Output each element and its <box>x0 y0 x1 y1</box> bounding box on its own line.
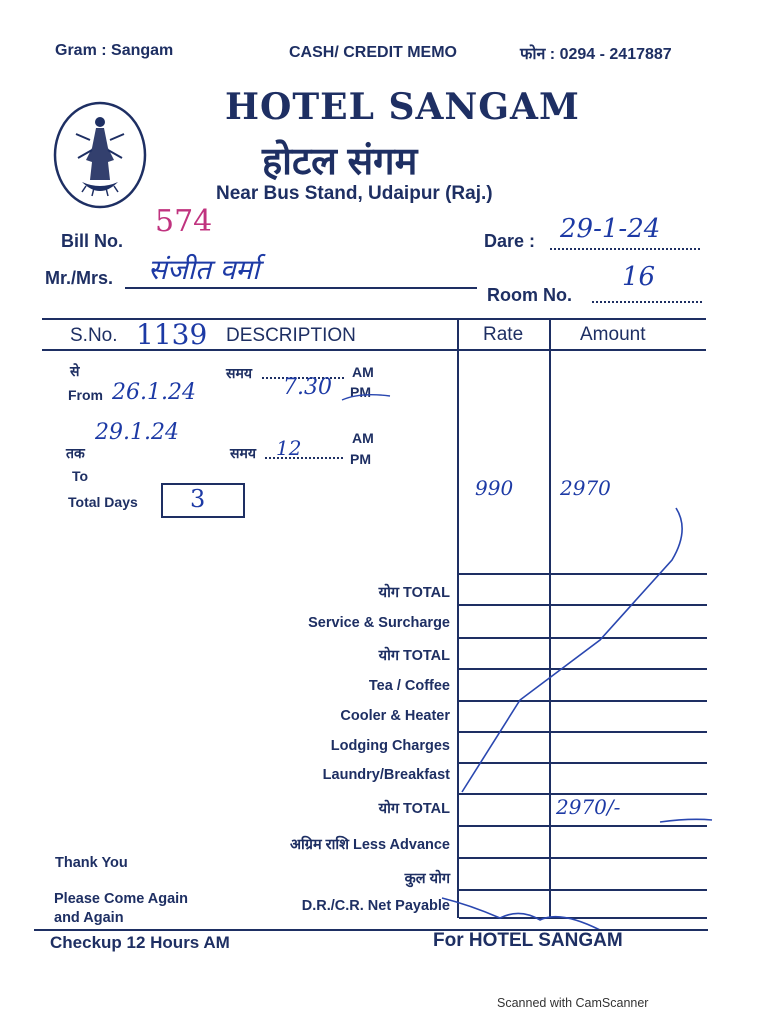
bill-no-label: Bill No. <box>61 231 123 251</box>
to-label-hindi: तक <box>66 445 85 461</box>
date-label: Dare : <box>484 231 536 251</box>
room-label: Room No. <box>487 285 572 305</box>
gram-label: Gram : Sangam <box>55 42 174 59</box>
to-time: 12 <box>276 436 302 460</box>
memo-type: CASH/ CREDIT MEMO <box>289 44 457 61</box>
checkout-note: Checkup 12 Hours AM <box>50 933 230 952</box>
row-label-laundry: Laundry/Breakfast <box>322 767 450 783</box>
row-label-total-1: योग TOTAL <box>378 585 450 601</box>
thank-you-text: Thank You <box>55 855 128 871</box>
to-time-label: समय <box>230 445 256 461</box>
total-days-label: Total Days <box>68 494 138 510</box>
to-pm: PM <box>350 451 371 467</box>
room-number: 16 <box>622 262 656 292</box>
from-time: 7.30 <box>283 375 332 400</box>
total-days-value: 3 <box>190 485 206 513</box>
to-label-english: To <box>72 468 89 484</box>
row-label-cooler-heater: Cooler & Heater <box>340 708 450 724</box>
phone-number: फोन : 0294 - 2417887 <box>520 46 672 63</box>
from-am: AM <box>352 364 374 380</box>
from-label-english: From <box>68 387 103 403</box>
come-again-line-2: and Again <box>54 910 124 926</box>
row-label-net-payable: D.R./C.R. Net Payable <box>301 898 450 914</box>
row-label-service: Service & Surcharge <box>308 615 450 631</box>
amount-header: Amount <box>580 324 646 345</box>
bill-date: 29-1-24 <box>560 214 661 244</box>
to-date: 29.1.24 <box>95 420 179 445</box>
hotel-address: Near Bus Stand, Udaipur (Raj.) <box>216 183 493 204</box>
customer-label: Mr./Mrs. <box>45 268 114 288</box>
bill-number: 574 <box>155 204 213 239</box>
row-label-less-advance: अग्रिम राशि Less Advance <box>289 837 450 853</box>
row-label-total-2: योग TOTAL <box>378 648 450 664</box>
signature-label: For HOTEL SANGAM <box>433 930 623 951</box>
row-label-total-3: योग TOTAL <box>378 801 450 817</box>
description-header: DESCRIPTION <box>226 325 356 346</box>
sno-label: S.No. <box>70 325 118 346</box>
from-label-hindi: से <box>70 363 80 379</box>
scanner-watermark: Scanned with CamScanner <box>497 996 649 1010</box>
rate-header: Rate <box>483 324 524 345</box>
customer-name: संजीत वर्मा <box>148 253 260 286</box>
row-label-grand-total-hindi: कुल योग <box>404 871 450 887</box>
come-again-line-1: Please Come Again <box>54 891 189 907</box>
serial-number: 1139 <box>136 318 208 351</box>
hotel-name-hindi: होटल संगम <box>262 141 418 183</box>
from-pm: PM <box>350 384 371 400</box>
amount-value: 2970 <box>560 476 611 500</box>
from-date: 26.1.24 <box>112 380 196 405</box>
hotel-name-english: HOTEL SANGAM <box>225 86 580 128</box>
grand-total-value: 2970/- <box>556 795 621 819</box>
from-time-label: समय <box>226 365 252 381</box>
row-label-tea-coffee: Tea / Coffee <box>368 678 450 694</box>
row-label-lodging: Lodging Charges <box>330 738 450 754</box>
rate-value: 990 <box>475 476 514 500</box>
to-am: AM <box>352 430 374 446</box>
